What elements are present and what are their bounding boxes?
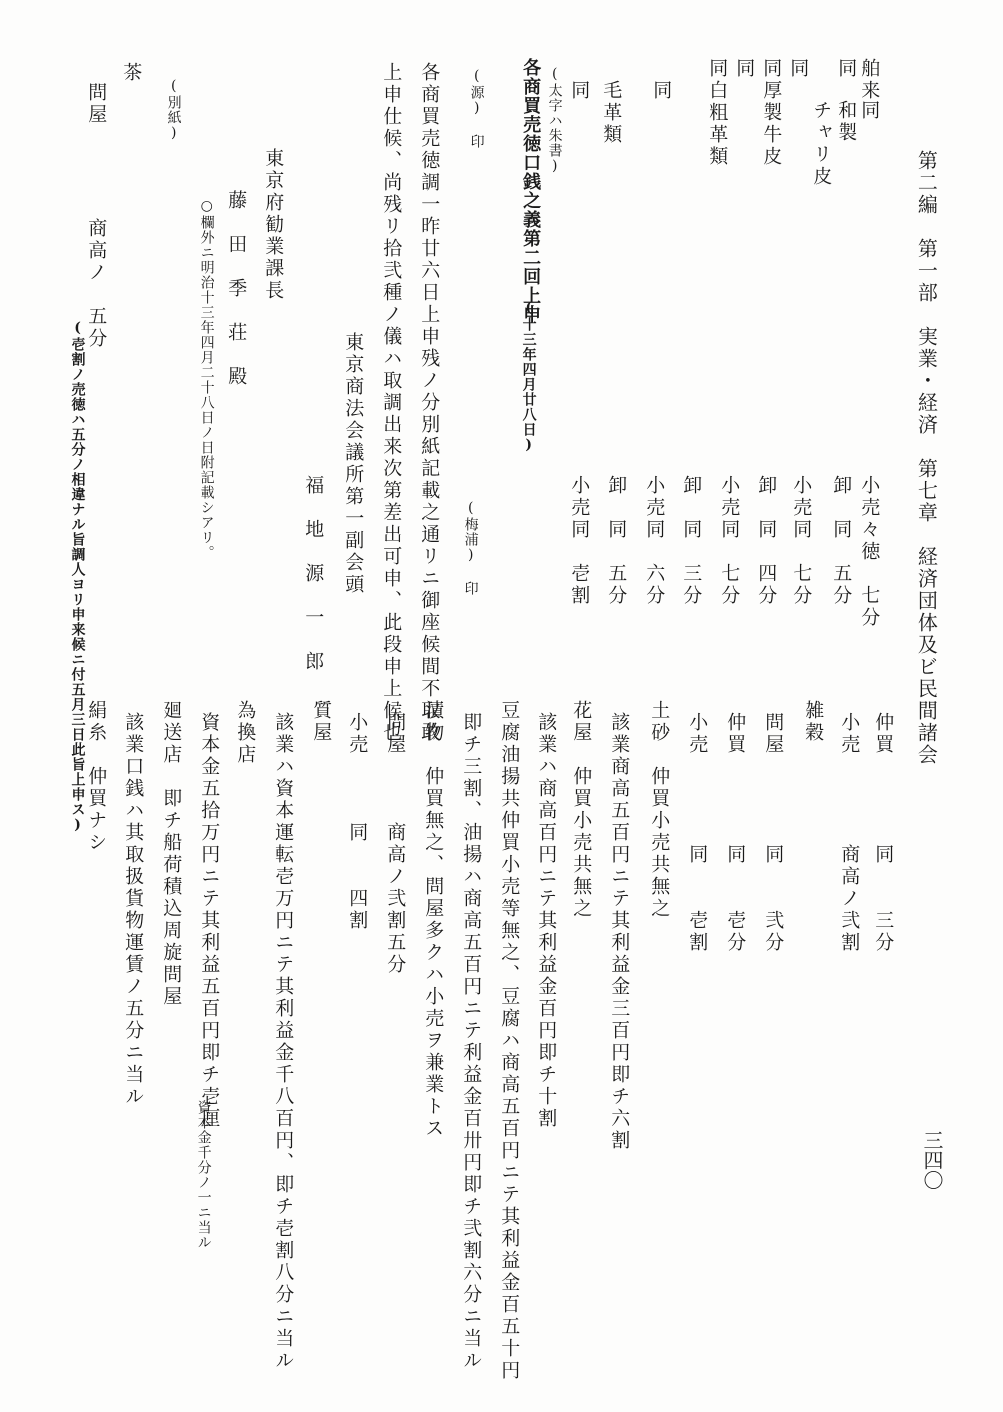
list-item: 小売 同 壱割 xyxy=(686,712,709,954)
report-date: (十三年四月廿八日) xyxy=(520,300,537,454)
red-ink-note: (太字ハ朱書) xyxy=(546,66,563,175)
tea-rate: 商高ノ 五分 xyxy=(85,218,108,350)
sender-name: 福 地 源 一 郎 xyxy=(302,475,325,673)
seal-gen: (源) 印 xyxy=(468,68,485,149)
item-sub: 同 xyxy=(858,100,881,122)
seal-umeura: (梅浦) 印 xyxy=(462,500,479,596)
item-name: 毛革類 xyxy=(600,80,623,146)
list-item: 廻送店 即チ船荷積込周旋問屋 xyxy=(160,700,183,1008)
item-detail: 卸 同 三分 xyxy=(680,475,703,607)
item-detail: 卸 同 五分 xyxy=(830,475,853,607)
item-detail: 小売々徳 七分 xyxy=(858,475,881,629)
item-sub: 同 xyxy=(787,58,810,80)
item-name: 厚製牛皮 xyxy=(760,80,783,168)
list-item: 小売 同 四割 xyxy=(346,712,369,932)
list-item: 小売 商高ノ弐割 xyxy=(838,712,861,954)
running-head: 第二編 第一部 実業・経済 第七章 経済団体及ビ民間諸会 xyxy=(914,150,939,766)
recipient-name: 藤 田 季 荘 殿 xyxy=(225,190,248,388)
report-body-line: 上申仕候、尚残リ拾弐種ノ儀ハ取調出来次第差出可申、此段申上候也 xyxy=(380,62,403,744)
item-detail: 小売同 六分 xyxy=(643,475,666,607)
item-name: 舶来 xyxy=(858,58,881,102)
page-number: 三四〇 xyxy=(920,1130,944,1190)
list-item: 即チ三割、油揚ハ商高五百円ニテ利益金百卅円即チ弐割六分ニ当ル xyxy=(460,712,483,1372)
list-item: 為換店 xyxy=(234,700,257,766)
list-item: 仲買 同 三分 xyxy=(872,712,895,954)
item-detail: 卸 同 五分 xyxy=(605,475,628,607)
list-item: 雑穀 xyxy=(802,700,825,744)
list-item: 土砂 仲買小売共無之 xyxy=(648,700,671,920)
item-detail: 小売同 壱割 xyxy=(568,475,591,607)
item-detail: 卸 同 四分 xyxy=(755,475,778,607)
report-title: 各商買売徳口銭之義第二回上申 xyxy=(520,58,542,324)
list-item: 花屋 仲買小売共無之 xyxy=(570,700,593,920)
item-name: 白粗革類 xyxy=(706,80,729,168)
attachment-label: (別紙) xyxy=(165,78,182,142)
item-name: チャリ皮 xyxy=(810,100,833,188)
tea-trade: 問屋 xyxy=(85,82,108,126)
list-item: 問屋 同 弐分 xyxy=(762,712,785,954)
tea-heading: 茶 xyxy=(120,62,143,84)
item-name: 同 xyxy=(568,80,591,102)
list-item: 問屋 商高ノ弐割五分 xyxy=(384,712,407,976)
item-detail: 小売同 七分 xyxy=(718,475,741,607)
list-item: 該業口銭ハ其取扱貨物運賃ノ五分ニ当ル xyxy=(122,712,145,1108)
item-name: 同 xyxy=(650,80,673,102)
item-sub: 同 xyxy=(760,58,783,80)
list-item: 該業商高五百円ニテ其利益金三百円即チ六割 xyxy=(608,712,631,1152)
list-item: 該業ハ商高百円ニテ其利益金百円即チ十割 xyxy=(535,712,558,1130)
item-name: 和製 xyxy=(835,100,858,144)
list-item: 質屋 xyxy=(310,700,333,744)
report-body-line: 各商買売徳調一昨廿六日上申残ノ分別紙記載之通リニ御座候間不取敢 xyxy=(418,62,441,744)
item-sub: 同 xyxy=(706,58,729,80)
margin-note: ○欄外ニ明治十三年四月二十八日ノ日附記載シアリ。 xyxy=(198,198,215,560)
recipient-office: 東京府勧業課長 xyxy=(262,148,285,302)
item-sub: 同 xyxy=(733,58,756,80)
list-item: 漬物 仲買無之、問屋多クハ小売ヲ兼業トス xyxy=(422,700,445,1140)
list-item: 資本金五拾万円ニテ其利益五百円即チ壱厘 xyxy=(198,712,221,1130)
list-item: 豆腐油揚共仲買小売等無之、豆腐ハ商高五百円ニテ其利益金百五十円 xyxy=(498,700,521,1382)
sender-office: 東京商法会議所第一副会頭 xyxy=(342,332,365,596)
item-sub: 同 xyxy=(835,58,858,80)
tea-red-note: (壱割ノ売徳ハ五分ノ相違ナル旨調人ヨリ申来候ニ付五月三日此旨上申ス) xyxy=(69,320,86,834)
list-item: 仲買 同 壱分 xyxy=(724,712,747,954)
item-detail: 小売同 七分 xyxy=(790,475,813,607)
inline-note: 資本金千分ノ一ニ当ル xyxy=(195,1100,212,1250)
list-item: 該業ハ資本運転壱万円ニテ其利益金千八百円、即チ壱割八分ニ当ル xyxy=(272,712,295,1372)
list-item: 絹糸 仲買ナシ xyxy=(85,700,108,854)
